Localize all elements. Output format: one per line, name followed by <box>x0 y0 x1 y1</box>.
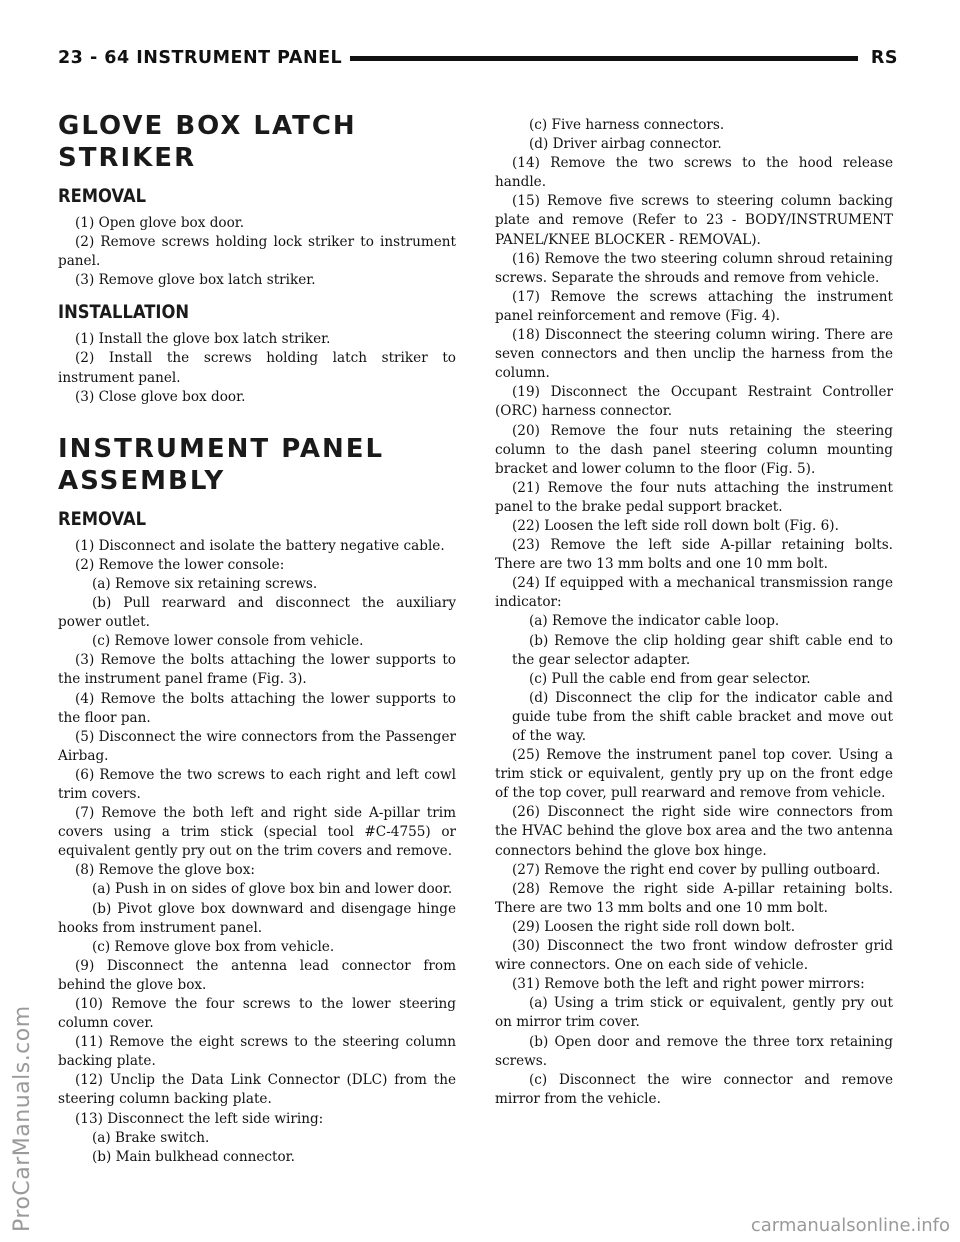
subsection-heading: REMOVAL <box>58 185 147 207</box>
sub-step: (a) Push in on sides of glove box bin and lower door. <box>92 881 453 898</box>
left-column <box>58 110 456 1167</box>
step-paragraph: (1) Disconnect and isolate the battery negative cable. <box>75 537 445 554</box>
step-paragraph: (22) Loosen the left side roll down bolt (Fig. 6). <box>512 517 839 534</box>
step-paragraph: (29) Loosen the right side roll down bolt. <box>512 918 796 935</box>
header-section-code: RS <box>863 48 898 68</box>
step-paragraph: (24) If equipped with a mechanical transmission range indicator: <box>495 575 893 611</box>
section-heading: GLOVE BOX LATCH STRIKER <box>58 111 357 173</box>
step-paragraph: (3) Remove the bolts attaching the lower supports to the instrument panel frame (Fig. 3). <box>58 652 456 688</box>
step-paragraph: (13) Disconnect the left side wiring: <box>75 1110 324 1127</box>
step-paragraph: (16) Remove the two steering column shroud retaining screws. Separate the shrouds and remove from vehicle. <box>495 250 893 286</box>
step-paragraph: (20) Remove the four nuts retaining the steering column to the dash panel steering column mounting bracket and lower column to the floor (Fig. 5). <box>495 422 893 477</box>
step-paragraph: (3) Close glove box door. <box>75 388 246 405</box>
step-paragraph: (26) Disconnect the right side wire connectors from the HVAC behind the glove box area and the two antenna connectors behind the glove box hinge. <box>495 804 893 859</box>
step-paragraph: (2) Remove the lower console: <box>75 556 285 573</box>
step-paragraph: (31) Remove both the left and right power mirrors: <box>512 976 865 993</box>
step-paragraph: (18) Disconnect the steering column wiring. There are seven connectors and then unclip the harness from the column. <box>495 327 893 382</box>
sub-step: (c) Pull the cable end from gear selector. <box>529 670 811 687</box>
sub-step: (a) Brake switch. <box>92 1129 210 1146</box>
step-paragraph: (2) Install the screws holding latch striker to instrument panel. <box>58 350 456 386</box>
step-paragraph: (27) Remove the right end cover by pulling outboard. <box>512 861 881 878</box>
subsection-heading: INSTALLATION <box>58 301 190 324</box>
step-paragraph: (1) Install the glove box latch striker. <box>75 331 331 348</box>
sub-step: (b) Pull rearward and disconnect the auxiliary power outlet. <box>58 595 456 631</box>
step-paragraph: (28) Remove the right side A-pillar retaining bolts. There are two 13 mm bolts and one 10 mm bolt. <box>495 880 893 916</box>
sub-step: (b) Pivot glove box downward and disengage hinge hooks from instrument panel. <box>58 900 456 936</box>
step-paragraph: (23) Remove the left side A-pillar retaining bolts. There are two 13 mm bolts and one 10 mm bolt. <box>495 537 893 573</box>
sub-step: (a) Using a trim stick or equivalent, gently pry out on mirror trim cover. <box>495 995 893 1031</box>
step-paragraph: (6) Remove the two screws to each right and left cowl trim covers. <box>58 766 456 802</box>
sub-step: (b) Remove the clip holding gear shift cable end to the gear selector adapter. <box>512 632 893 668</box>
step-paragraph: (1) Open glove box door. <box>75 215 245 231</box>
step-paragraph: (14) Remove the two screws to the hood release handle. <box>495 155 893 191</box>
step-paragraph: (21) Remove the four nuts attaching the instrument panel to the brake pedal support bracket. <box>495 479 893 515</box>
right-column <box>495 116 893 1109</box>
step-paragraph: (15) Remove five screws to steering column backing plate and remove (Refer to 23 - BODY/INSTRUMENT PANEL/KNEE BLOCKER - REMOVAL). <box>495 193 893 248</box>
step-paragraph: (11) Remove the eight screws to the steering column backing plate. <box>58 1034 456 1070</box>
sub-step: (b) Open door and remove the three torx retaining screws. <box>495 1033 893 1069</box>
step-paragraph: (25) Remove the instrument panel top cover. Using a trim stick or equivalent, gently pry up on the front edge of the top cover, pull rearward and remove from vehicle. <box>495 747 893 802</box>
step-paragraph: (4) Remove the bolts attaching the lower supports to the floor pan. <box>58 690 456 726</box>
sub-step: (c) Remove lower console from vehicle. <box>92 633 364 650</box>
sub-step: (c) Disconnect the wire connector and remove mirror from the vehicle. <box>495 1071 893 1107</box>
step-paragraph: (19) Disconnect the Occupant Restraint Controller (ORC) harness connector. <box>495 384 893 420</box>
subsection-heading: REMOVAL <box>58 507 147 530</box>
header-page-title: 23 - 64 INSTRUMENT PANEL <box>58 48 350 68</box>
side-watermark: ProCarManuals.com <box>10 1005 35 1232</box>
header-rule <box>298 56 858 61</box>
sub-step: (c) Five harness connectors. <box>529 117 725 133</box>
page-header <box>58 44 898 74</box>
step-paragraph: (30) Disconnect the two front window defroster grid wire connectors. One on each side of vehicle. <box>495 938 893 974</box>
step-paragraph: (2) Remove screws holding lock striker to instrument panel. <box>58 234 456 270</box>
step-paragraph: (5) Disconnect the wire connectors from the Passenger Airbag. <box>58 728 456 764</box>
step-paragraph: (7) Remove the both left and right side A-pillar trim covers using a trim stick (special tool #C-4755) or equivalent gently pry out on the trim covers and remove. <box>58 805 456 860</box>
section-heading: INSTRUMENT PANEL ASSEMBLY <box>58 433 385 496</box>
step-paragraph: (3) Remove glove box latch striker. <box>75 272 316 289</box>
step-paragraph: (8) Remove the glove box: <box>75 862 255 879</box>
sub-step: (a) Remove the indicator cable loop. <box>529 613 780 630</box>
step-paragraph: (12) Unclip the Data Link Connector (DLC) from the steering column backing plate. <box>58 1072 456 1108</box>
sub-step: (d) Disconnect the clip for the indicator cable and guide tube from the shift cable bracket and move out of the way. <box>512 689 893 744</box>
step-paragraph: (17) Remove the screws attaching the instrument panel reinforcement and remove (Fig. 4). <box>495 288 893 324</box>
step-paragraph: (9) Disconnect the antenna lead connector from behind the glove box. <box>58 957 456 993</box>
sub-step: (a) Remove six retaining screws. <box>92 575 318 592</box>
footer-watermark: carmanualsonline.info <box>750 1215 950 1236</box>
sub-step: (b) Main bulkhead connector. <box>92 1148 295 1165</box>
sub-step: (c) Remove glove box from vehicle. <box>92 938 335 955</box>
step-paragraph: (10) Remove the four screws to the lower steering column cover. <box>58 996 456 1032</box>
sub-step: (d) Driver airbag connector. <box>529 136 722 153</box>
